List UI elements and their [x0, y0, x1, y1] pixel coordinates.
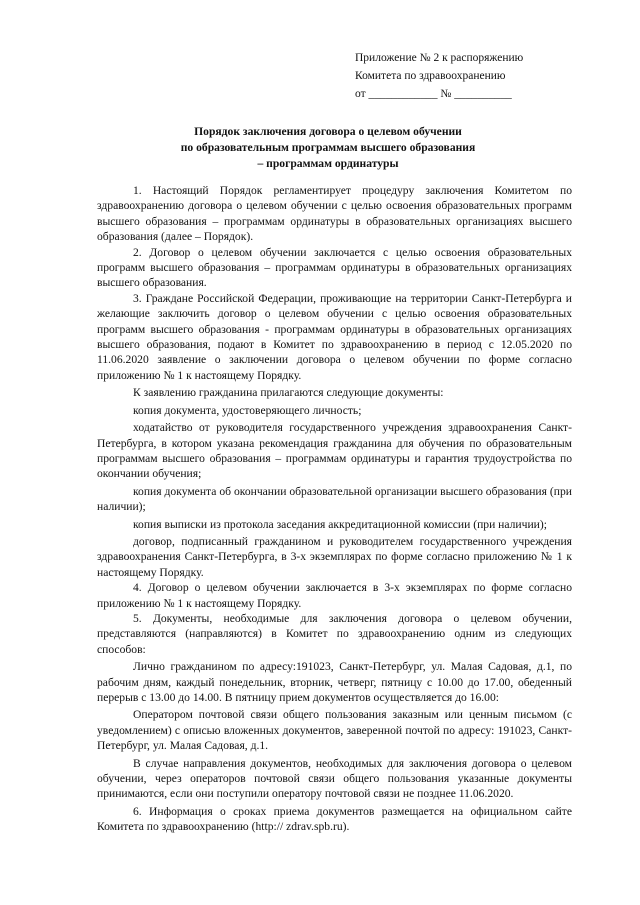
paragraph-1: 1. Настоящий Порядок регламентирует процедуру заключения Комитетом по здравоохранению договора о целевом обучении с целью освоения образовательных программ высшего образования – программам ординатуры в образовательных организациях высшего образования (далее – Порядок).: [97, 184, 572, 244]
document-item-diploma-copy: копия документа об окончании образовательной организации высшего образования (при наличии);: [97, 484, 572, 514]
document-body: [97, 183, 572, 835]
document-item-petition: ходатайство от руководителя государственного учреждения здравоохранения Санкт-Петербурга, в котором указана рекомендация гражданина для обучения по образовательным программам высшего образования – программам ординатуры и гарантия трудоустройства по окончании обучения;: [97, 421, 572, 481]
header-line-1: Приложение № 2 к распоряжению: [355, 52, 524, 64]
submission-method-in-person: Лично гражданином по адресу:191023, Санкт-Петербург, ул. Малая Садовая, д.1, по рабочим дням, каждый понедельник, вторник, четверг, пятницу с 10.00 до 17.00, обеденный перерыв с 13.00 до 14.00. В пятницу прием документов осуществляется до 16.00:: [97, 660, 572, 704]
paragraph-3: 3. Граждане Российской Федерации, проживающие на территории Санкт-Петербурга и желающие заключить договор о целевом обучении с целью освоения образовательных программ высшего образования - программам ординатуры в образовательных организациях высшего образования, подают в Комитет по здравоохранению в период с 12.05.2020 по 11.06.2020 заявление о заключении договора о целевом обучении по форме согласно приложению № 1 к настоящему Порядку.: [97, 291, 572, 382]
header-line-2: Комитета по здравоохранению: [355, 70, 506, 82]
title-line-2: по образовательным программам высшего образования: [180, 141, 476, 154]
document-item-contract: договор, подписанный гражданином и руководителем государственного учреждения здравоохранения Санкт-Петербурга, в 3-х экземплярах по форме согласно приложению № 1 к настоящему Порядку.: [97, 534, 572, 579]
title-line-1: Порядок заключения договора о целевом обучении: [194, 125, 462, 138]
header-line-3: от ____________ № __________: [355, 88, 512, 100]
document-item-id-copy: копия документа, удостоверяющего личность;: [133, 403, 362, 417]
document-title: [90, 124, 566, 172]
paragraph-4: 4. Договор о целевом обучении заключается в 3-х экземплярах по форме согласно приложению № 1 к настоящему Порядку.: [97, 581, 572, 610]
document-item-accreditation-extract: копия выписки из протокола заседания аккредитационной комиссии (при наличии);: [133, 517, 547, 531]
postal-submission-note: В случае направления документов, необходимых для заключения договора о целевом обучении, через операторов почтовой связи общего пользования указанные документы принимаются, если они поступили оператору почтовой связи не позднее 11.06.2020.: [97, 756, 572, 801]
paragraph-6: 6. Информация о сроках приема документов размещается на официальном сайте Комитета по здравоохранению (http:// zdrav.spb.ru).: [97, 804, 572, 834]
paragraph-5: 5. Документы, необходимые для заключения договора о целевом обучении, представляются (направляются) в Комитет по здравоохранению одним из следующих способов:: [97, 611, 572, 656]
submission-method-post: Оператором почтовой связи общего пользования заказным или ценным письмом (с уведомлением) с описью вложенных документов, заверенной почтой по адресу: 191023, Санкт-Петербург, ул. Малая Садовая, д.1.: [97, 708, 572, 753]
appendix-header: [355, 49, 585, 103]
title-line-3: – программам ординатуры: [257, 157, 399, 170]
documents-intro: К заявлению гражданина прилагаются следующие документы:: [133, 386, 444, 400]
paragraph-2: 2. Договор о целевом обучении заключается с целью освоения образовательных программ высшего образования – программам ординатуры в образовательных организациях высшего образования.: [97, 245, 572, 290]
